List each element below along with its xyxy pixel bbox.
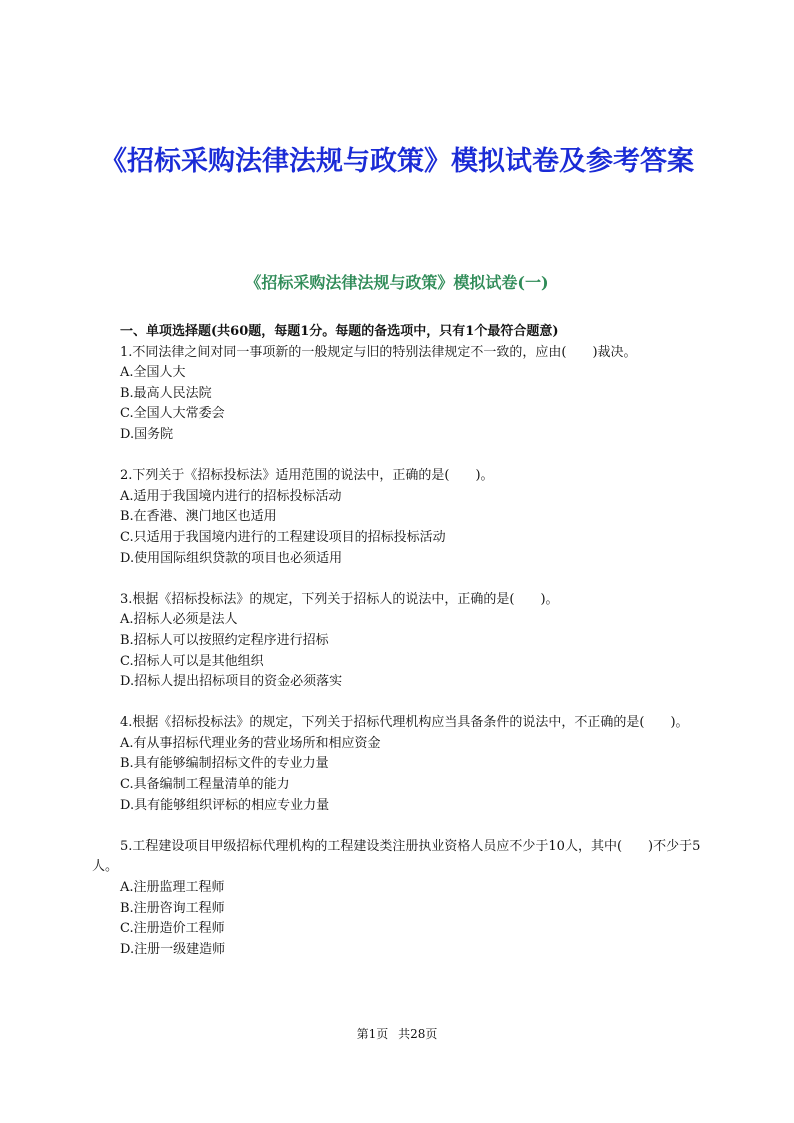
- question-stem: 2.下列关于《招标投标法》适用范围的说法中，正确的是( )。: [120, 468, 494, 484]
- option-c: C.全国人大常委会: [120, 406, 225, 422]
- question-3: [92, 590, 704, 693]
- option-c: C.招标人可以是其他组织: [120, 653, 264, 669]
- option-a: A.招标人必须是法人: [120, 612, 238, 628]
- option-a: A.注册监理工程师: [120, 880, 225, 896]
- option-a: A.有从事招标代理业务的营业场所和相应资金: [120, 735, 381, 751]
- question-stem: 4.根据《招标投标法》的规定，下列关于招标代理机构应当具备条件的说法中，不正确的是( )。: [120, 715, 689, 731]
- option-d: D.具有能够组织评标的相应专业力量: [120, 797, 330, 813]
- total-pages: 共28页: [398, 1027, 438, 1041]
- document-title: 《招标采购法律法规与政策》模拟试卷及参考答案: [100, 146, 694, 177]
- section-heading: 一、单项选择题(共60题，每题1分。每题的备选项中，只有1个最符合题意): [120, 324, 559, 339]
- question-4: [92, 713, 704, 816]
- exam-content: [92, 322, 704, 981]
- option-c: C.具备编制工程量清单的能力: [120, 777, 290, 793]
- option-d: D.注册一级建造师: [120, 941, 226, 957]
- option-a: A.适用于我国境内进行的招标投标活动: [120, 488, 342, 504]
- question-2: [92, 466, 704, 569]
- option-b: B.在香港、澳门地区也适用: [120, 509, 277, 525]
- question-stem: 3.根据《招标投标法》的规定，下列关于招标人的说法中，正确的是( )。: [120, 591, 559, 607]
- option-d: D.招标人提出招标项目的资金必须落实: [120, 674, 343, 690]
- option-d: D.国务院: [120, 426, 174, 442]
- option-b: B.注册咨询工程师: [120, 900, 225, 916]
- page-footer: [0, 1026, 794, 1042]
- option-c: C.只适用于我国境内进行的工程建设项目的招标投标活动: [120, 529, 446, 545]
- question-stem: 5.工程建设项目甲级招标代理机构的工程建设类注册执业资格人员应不少于10人，其中( )不少于5人。: [92, 838, 701, 875]
- option-a: A.全国人大: [120, 365, 186, 381]
- option-b: B.具有能够编制招标文件的专业力量: [120, 756, 329, 772]
- option-d: D.使用国际组织贷款的项目也必须适用: [120, 550, 343, 566]
- option-c: C.注册造价工程师: [120, 921, 225, 937]
- question-stem: 1.不同法律之间对同一事项新的一般规定与旧的特别法律规定不一致的，应由( )裁决。: [120, 344, 637, 360]
- option-b: B.招标人可以按照约定程序进行招标: [120, 632, 329, 648]
- question-5: [92, 837, 704, 961]
- question-1: [92, 343, 704, 446]
- exam-subtitle: 《招标采购法律法规与政策》模拟试卷(一): [245, 273, 549, 292]
- option-b: B.最高人民法院: [120, 385, 212, 401]
- page-number: 第1页: [356, 1027, 389, 1041]
